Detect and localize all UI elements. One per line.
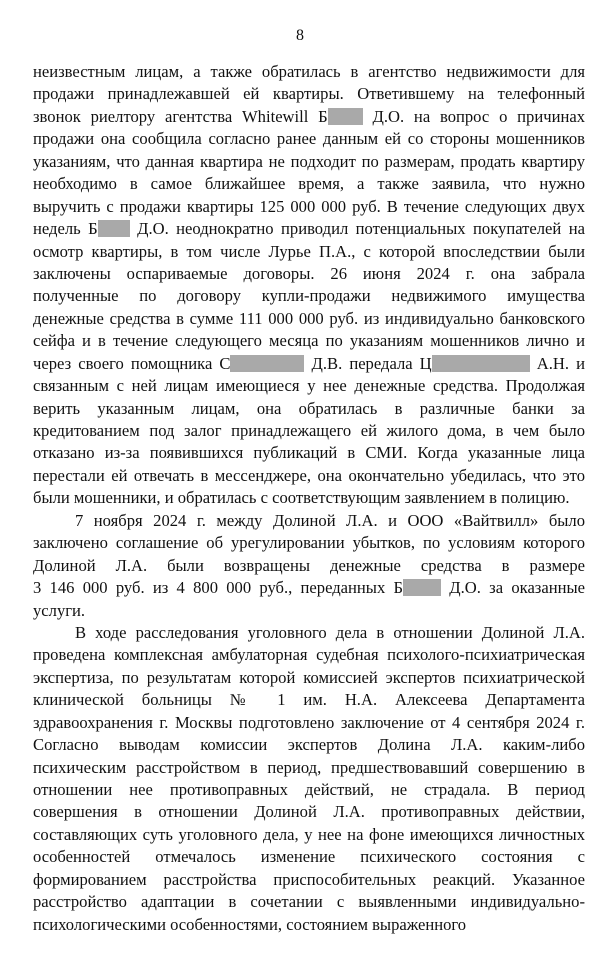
text-segment: формированием расстройства приспособительных реакций. Указанное xyxy=(33,869,585,889)
text-line xyxy=(33,532,585,554)
text-segment: заключены оспариваемые договоры. 26 июня 2024 г. она забрала xyxy=(33,263,585,283)
text-segment: Д.О. за оказанные xyxy=(441,578,586,598)
text-segment: психологическими особенностями, состоянием выраженного xyxy=(33,914,467,934)
text-segment: недель Б xyxy=(33,219,98,239)
document-body xyxy=(33,61,585,936)
text-segment: сейфа и в течение следующего месяца по указаниям мошенников лично и xyxy=(33,331,585,351)
text-line xyxy=(33,846,585,868)
text-segment: продажи принадлежавшей ей квартиры. Ответившему на телефонный xyxy=(33,84,585,104)
text-segment: 7 ноября 2024 г. между Долиной Л.А. и ООО «Вайтвилл» было xyxy=(75,510,585,530)
text-segment: верить указанным лицам, она обратилась в различные банки за xyxy=(33,398,585,418)
text-segment: Согласно выводам комиссии экспертов Долина Л.А. каким-либо xyxy=(33,735,585,755)
text-line xyxy=(33,330,585,352)
text-segment: А.Н. и xyxy=(529,353,585,373)
text-line xyxy=(33,869,585,891)
text-segment: здравоохранения г. Москвы подготовлено заключение от 4 сентября 2024 г. xyxy=(33,712,585,732)
text-line xyxy=(33,577,585,599)
text-line xyxy=(33,151,585,173)
text-segment: осмотр квартиры, в том числе Лурье П.А., с которой впоследствии были xyxy=(33,241,585,261)
text-segment: особенностей отмечалось изменение психического состояния с xyxy=(33,847,585,867)
text-line xyxy=(33,308,585,330)
text-line xyxy=(33,353,585,375)
text-segment: экспертиза, по результатам которой комиссией экспертов психиатрической xyxy=(33,667,585,687)
text-line xyxy=(33,510,585,532)
text-line xyxy=(33,734,585,756)
text-segment: Д.В. передала Ц xyxy=(304,353,432,373)
text-line xyxy=(33,712,585,734)
text-segment: отношении нее противоправных действий, не страдала. В период xyxy=(33,780,585,799)
text-line xyxy=(33,218,585,240)
text-line xyxy=(33,667,585,689)
text-segment: указаниям, что данная квартира не подходит по размерам, продать квартиру xyxy=(33,151,585,171)
text-segment: расстройство адаптации в сочетании с выявленными индивидуально- xyxy=(33,892,585,912)
text-line xyxy=(33,824,585,846)
text-line xyxy=(33,801,585,823)
text-segment: были мошенники, и обратилась с соответствующим заявлением в полицию. xyxy=(33,488,570,508)
text-line xyxy=(33,442,585,464)
text-line xyxy=(33,689,585,711)
text-line xyxy=(33,106,585,128)
text-line xyxy=(33,779,585,801)
text-line xyxy=(33,241,585,263)
text-segment: 3 146 000 руб. из 4 800 000 руб., переданных Б xyxy=(33,578,404,598)
text-segment: Д.О. на вопрос о причинах xyxy=(362,106,585,126)
text-segment: кредитованием под залог принадлежащего ей жилого дома, в чем было xyxy=(33,421,585,440)
text-segment: связанным с ней лицам имеющиеся у нее денежные средства. Продолжая xyxy=(33,376,585,396)
text-segment: В ходе расследования уголовного дела в отношении Долиной Л.А. xyxy=(75,622,585,642)
text-segment: клинической больницы № 1 им. Н.А. Алексеева Департамента xyxy=(33,690,585,710)
text-line xyxy=(33,61,585,83)
text-line xyxy=(33,891,585,913)
text-line xyxy=(33,375,585,397)
text-segment: необходимо в самое ближайшее время, а также заявила, что нужно xyxy=(33,174,585,194)
text-segment: совершения в отношении Долиной Л.А. противоправных действии, xyxy=(33,802,585,822)
text-segment: полученные по договору купли-продажи недвижимого имущества xyxy=(33,286,585,306)
paragraph xyxy=(33,510,585,622)
paragraph xyxy=(33,622,585,936)
text-line xyxy=(33,622,585,644)
text-line xyxy=(33,555,585,577)
redaction-box xyxy=(98,220,130,237)
page-number: 8 xyxy=(296,27,304,44)
text-line xyxy=(33,398,585,420)
text-line xyxy=(33,487,585,509)
text-segment: отказано из-за появившихся публикаций в СМИ. Когда указанные лица xyxy=(33,443,585,463)
text-line xyxy=(33,465,585,487)
text-line xyxy=(33,757,585,779)
text-segment: Д.О. неоднократно приводил потенциальных покупателей на xyxy=(129,219,585,239)
text-line xyxy=(33,196,585,218)
paragraph xyxy=(33,61,585,510)
text-segment: выручить с продажи квартиры 125 000 000 руб. В течение следующих двух xyxy=(33,196,585,216)
text-line xyxy=(33,420,585,442)
redaction-box xyxy=(432,355,530,372)
text-segment: неизвестным лицам, а также обратилась в агентство недвижимости для xyxy=(33,62,585,81)
text-segment: услуги. xyxy=(33,600,86,620)
text-line xyxy=(33,83,585,105)
text-segment: проведена комплексная амбулаторная судебная психолого-психиатрическая xyxy=(33,645,585,665)
text-segment: перестали ей отвечать в мессенджере, она окончательно убедилась, что это xyxy=(33,465,585,485)
text-line xyxy=(33,914,585,936)
text-segment: через своего помощника С xyxy=(33,353,231,373)
redaction-box xyxy=(230,355,304,372)
text-line xyxy=(33,263,585,285)
text-segment: заключено соглашение об урегулировании убытков, по условиям которого xyxy=(33,533,585,553)
text-segment: психическим расстройством в период, предшествовавший совершению в xyxy=(33,757,585,777)
text-line xyxy=(33,173,585,195)
text-line xyxy=(33,644,585,666)
text-segment: Долиной Л.А. были возвращены денежные средства в размере xyxy=(33,555,585,575)
text-line xyxy=(33,285,585,307)
redaction-box xyxy=(328,108,363,125)
text-segment: денежные средства в сумме 111 000 000 руб. из индивидуально банковского xyxy=(33,308,585,328)
text-segment: продажи она сообщила согласно ранее данным ей со стороны мошенников xyxy=(33,129,585,149)
text-line xyxy=(33,600,585,622)
text-line xyxy=(33,128,585,150)
text-segment: составляющих суть уголовного дела, у нее на фоне имеющихся личностных xyxy=(33,824,585,844)
text-segment: звонок риелтору агентства Whitewill Б xyxy=(33,106,328,126)
redaction-box xyxy=(403,579,441,596)
